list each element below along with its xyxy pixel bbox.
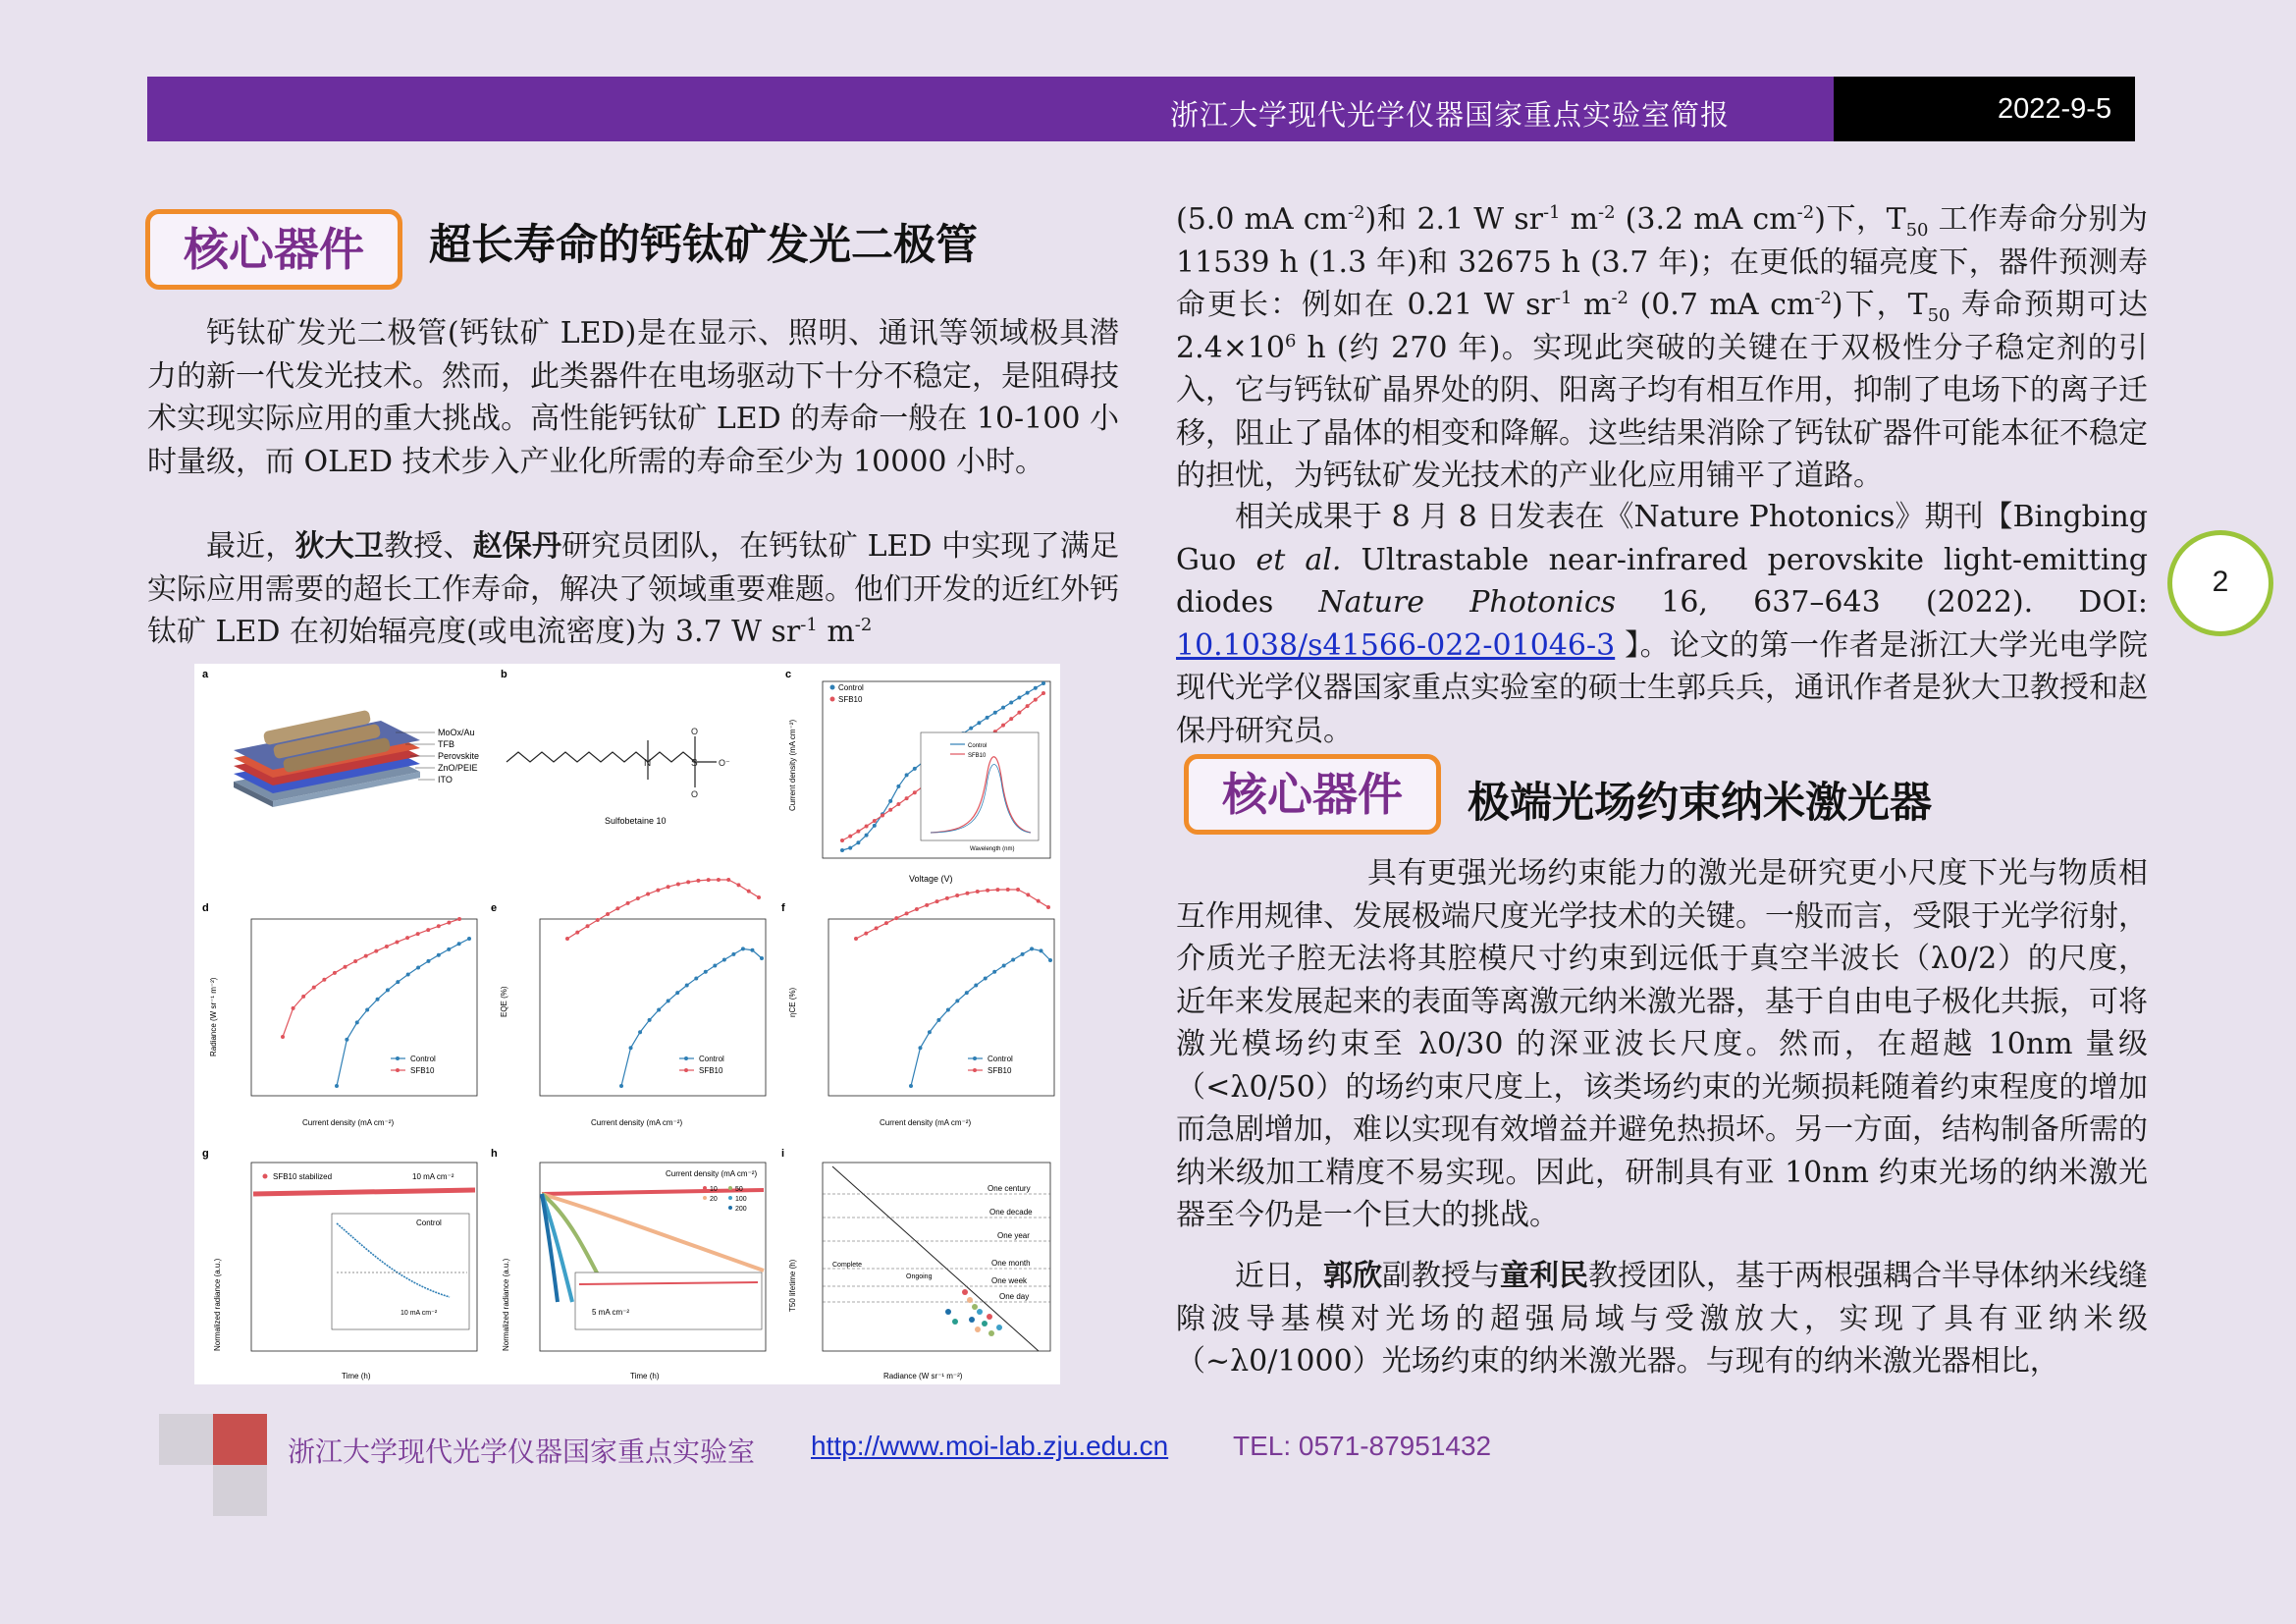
data-point: [726, 878, 730, 882]
data-point: [1006, 888, 1010, 892]
data-point: [905, 773, 909, 777]
data-point: [741, 947, 745, 950]
data-point: [1030, 947, 1034, 950]
data-point: [757, 895, 761, 899]
data-point: [376, 998, 380, 1001]
data-point: [996, 1325, 1002, 1330]
data-point: [1002, 964, 1006, 968]
newsletter-title: 浙江大学现代光学仪器国家重点实验室简报: [1170, 98, 1731, 132]
reference-line-label: One day: [999, 1292, 1030, 1301]
data-point: [437, 924, 441, 928]
researcher-name: 赵保丹: [472, 529, 562, 564]
researcher-name: 童利民: [1500, 1259, 1588, 1293]
panel-e-plot: [500, 878, 766, 1127]
data-point: [992, 970, 996, 974]
data-point: [626, 901, 630, 905]
data-point: [344, 965, 347, 969]
data-point: [447, 921, 451, 925]
axis-label: Current density (mA cm⁻²): [788, 719, 797, 811]
data-point: [984, 976, 988, 980]
condition-label: 10 mA cm⁻²: [412, 1172, 454, 1181]
data-point: [888, 799, 892, 803]
svg-text:O: O: [691, 789, 699, 799]
data-point: [1037, 899, 1041, 903]
data-point: [955, 893, 959, 897]
data-point: [1017, 696, 1021, 700]
data-point: [955, 999, 959, 1002]
axis-label: Normalized radiance (a.u.): [213, 1258, 222, 1351]
legend-title: Current density (mA cm⁻²): [666, 1169, 758, 1178]
data-point: [884, 921, 888, 925]
data-point: [986, 716, 989, 720]
data-point: [364, 954, 368, 958]
data-point: [355, 1020, 359, 1024]
footer-telephone: TEL: 0571-87951432: [1233, 1431, 1492, 1461]
data-point: [888, 808, 892, 812]
series-line: [567, 880, 759, 939]
data-point: [575, 931, 579, 935]
data-point: [322, 978, 326, 982]
data-point: [896, 802, 900, 806]
panel-label: c: [785, 669, 792, 680]
data-point: [638, 1030, 642, 1034]
data-point: [848, 846, 852, 850]
data-point: [750, 948, 754, 952]
data-point: [736, 883, 740, 887]
data-point: [946, 1008, 950, 1012]
layer-label: Perovskite: [438, 751, 480, 761]
legend-entry: Control: [699, 1055, 724, 1063]
panel-c-plot: [788, 681, 1050, 884]
data-point: [1001, 724, 1005, 728]
legend-entry: SFB10: [968, 753, 987, 759]
axis-label: Radiance (W sr⁻¹ m⁻²): [883, 1372, 963, 1380]
footer-lab-name: 浙江大学现代光学仪器国家重点实验室: [288, 1435, 756, 1468]
data-point: [875, 926, 879, 930]
panel-d-plot: [209, 917, 477, 1127]
data-point: [301, 995, 305, 999]
footer-square-red: [213, 1414, 267, 1465]
panel-label: g: [202, 1148, 209, 1160]
axis-label: Current density (mA cm⁻²): [302, 1118, 395, 1127]
data-point: [962, 1289, 968, 1295]
footer-square-grey: [213, 1465, 267, 1516]
data-point: [365, 1007, 369, 1011]
researcher-name: 狄大卫: [294, 529, 385, 564]
footer-square-grey: [159, 1414, 213, 1465]
layer-label: ITO: [438, 775, 453, 785]
legend-entry: Control: [410, 1055, 436, 1063]
axis-label: Current density (mA cm⁻²): [880, 1118, 972, 1127]
reference-line-label: One month: [991, 1259, 1031, 1268]
data-point: [405, 936, 409, 940]
figure-svg: [194, 664, 1060, 1384]
layer-label: ZnO/PEIE: [438, 763, 478, 773]
data-point: [965, 892, 969, 895]
inset-axis-label: Wavelength (nm): [970, 846, 1015, 852]
data-point: [905, 796, 909, 800]
layer-label: MoOx/Au: [438, 728, 475, 737]
data-point: [945, 896, 949, 900]
data-point: [913, 790, 917, 794]
data-point: [894, 916, 898, 920]
data-point: [406, 972, 410, 976]
panel-g-plot: [213, 1163, 477, 1380]
section1-title: 超长寿命的钙钛矿发光二极管: [429, 221, 978, 270]
data-point: [704, 970, 708, 974]
data-point: [1001, 706, 1005, 710]
data-point: [648, 1018, 652, 1022]
data-point: [747, 890, 751, 893]
section-tag-core-devices: 核心器件: [145, 209, 402, 290]
data-point: [1046, 905, 1050, 909]
axis-label: Voltage (V): [909, 874, 953, 884]
axis-label: T50 lifetime (h): [788, 1259, 797, 1312]
panel-label: f: [781, 902, 785, 914]
data-point: [935, 899, 939, 903]
panel-label: e: [491, 902, 498, 914]
layer-label: TFB: [438, 739, 454, 749]
data-point: [856, 830, 860, 834]
reference-line-label: One year: [997, 1231, 1030, 1240]
data-point: [928, 1030, 932, 1034]
series-line: [911, 948, 1050, 1086]
data-point: [426, 928, 430, 932]
legend-title: Complete: [832, 1262, 862, 1269]
doi-link[interactable]: 10.1038/s41566-022-01046-3: [1176, 627, 1616, 663]
data-point: [1026, 704, 1030, 708]
data-point: [1041, 681, 1045, 685]
data-point: [386, 988, 390, 992]
data-point: [974, 984, 978, 988]
svg-text:100: 100: [735, 1196, 747, 1203]
panel-f-plot: [788, 888, 1054, 1127]
data-point: [619, 1084, 623, 1088]
data-point: [416, 932, 420, 936]
data-point: [696, 879, 700, 883]
data-point: [918, 1046, 922, 1050]
data-point: [396, 980, 400, 984]
data-point: [856, 840, 860, 844]
data-point: [731, 952, 735, 956]
data-point: [675, 991, 679, 995]
data-point: [1026, 893, 1030, 896]
legend-entry: Control: [988, 1055, 1013, 1063]
svg-text:20: 20: [710, 1196, 718, 1203]
data-point: [629, 1046, 633, 1050]
data-point: [385, 945, 389, 948]
legend-entry: Control: [968, 743, 988, 749]
legend-entry: Control: [838, 683, 864, 692]
data-point: [909, 1084, 913, 1088]
data-point: [416, 965, 420, 969]
data-point: [467, 937, 471, 941]
data-point: [426, 959, 430, 963]
axis-label: EQE (%): [500, 986, 508, 1017]
data-point: [335, 1084, 339, 1088]
data-point: [333, 971, 337, 975]
data-point: [312, 986, 316, 990]
panel-label: a: [202, 669, 209, 680]
data-point: [596, 918, 600, 922]
data-point: [982, 1321, 988, 1326]
data-point: [988, 1330, 994, 1336]
data-point: [586, 924, 590, 928]
svg-text:O: O: [691, 727, 699, 736]
svg-text:10: 10: [710, 1186, 718, 1193]
data-point: [565, 937, 569, 941]
panel-label: d: [202, 902, 209, 914]
data-point: [936, 1018, 940, 1022]
molecule-structure: [507, 736, 717, 787]
data-point: [606, 912, 610, 916]
data-point: [840, 848, 844, 852]
data-point: [965, 991, 969, 995]
panel-h-plot: [502, 1163, 766, 1380]
svg-text:50: 50: [735, 1186, 743, 1193]
data-point: [986, 889, 989, 893]
series-line: [621, 948, 762, 1086]
legend-entry: SFB10: [410, 1066, 435, 1075]
legend-entry: SFB10: [699, 1066, 723, 1075]
svg-text:N: N: [644, 758, 652, 769]
data-point: [1009, 717, 1013, 721]
axis-label: Current density (mA cm⁻²): [591, 1118, 683, 1127]
legend-entry: SFB10: [838, 695, 863, 704]
page-number: 2: [2167, 530, 2273, 636]
data-point: [1048, 958, 1052, 962]
data-point: [437, 953, 441, 957]
svg-text:O⁻: O⁻: [719, 758, 730, 768]
section-tag-core-devices: 核心器件: [1184, 754, 1441, 835]
data-point: [1034, 698, 1038, 702]
data-point: [865, 824, 869, 828]
section1-paragraph-2: 最近，狄大卫教授、赵保丹研究员团队，在钙钛矿 LED 中实现了满足实际应用需要的超长工作寿命，解决了领域重要难题。他们开发的近红外钙钛矿 LED 在初始辐亮度(或电流密度)为 3.7 W $sr^{-1}$ $m^{-2}$: [147, 529, 1120, 649]
data-point: [292, 1006, 295, 1010]
series-line: [283, 919, 459, 1037]
data-point: [1011, 958, 1015, 962]
legend-entry: SFB10: [988, 1066, 1012, 1075]
section1-citation-paragraph: 相关成果于 8 月 8 日发表在《Nature Photonics》期刊【Bingbing Guo et al. Ultrastable near-infrared perovskite light-emitting diodes Nature Photonics 16, 637–643 (2022). DOI: 10.1038/s41566-022-01046-3 】。论文的第一作者是浙江大学光电学院现代光学仪器国家重点实验室的硕士生郭兵兵，通讯作者是狄大卫教授和赵保丹研究员。: [1176, 500, 2148, 748]
axis-label: ηCE (%): [788, 987, 797, 1017]
data-point: [1040, 948, 1043, 952]
data-point: [281, 1035, 285, 1039]
data-point: [636, 896, 640, 900]
data-point: [945, 1309, 951, 1315]
data-point: [995, 888, 999, 892]
data-point: [1026, 691, 1030, 695]
data-point: [976, 890, 980, 893]
legend-entry: SFB10 stabilized: [273, 1172, 333, 1181]
data-point: [667, 885, 670, 889]
reference-line-label: One century: [988, 1184, 1031, 1193]
data-point: [707, 878, 711, 882]
data-point: [952, 1319, 958, 1325]
axis-label: Radiance (W sr⁻¹ m⁻²): [209, 977, 218, 1056]
data-point: [447, 947, 451, 951]
data-point: [395, 940, 399, 944]
panel-label: h: [491, 1148, 498, 1160]
legend-title: Ongoing: [906, 1273, 933, 1280]
data-point: [977, 1309, 983, 1315]
data-point: [667, 999, 670, 1002]
data-point: [1021, 952, 1025, 956]
data-point: [1034, 686, 1038, 690]
issue-date: 2022-9-5: [1998, 93, 2112, 125]
data-point: [345, 1038, 348, 1042]
data-point: [656, 889, 660, 893]
axis-label: Time (h): [630, 1372, 660, 1380]
data-point: [694, 976, 698, 980]
data-point: [685, 984, 689, 988]
panel-label: i: [781, 1148, 785, 1160]
data-point: [686, 880, 690, 884]
data-point: [848, 835, 852, 839]
data-point: [977, 721, 981, 725]
reference-line-label: One decade: [989, 1208, 1033, 1217]
svg-text:S: S: [691, 758, 698, 769]
data-point: [717, 878, 721, 882]
section2-paragraph-2: 近日，郭欣副教授与童利民教授团队，基于两根强耦合半导体纳米线缝隙波导基模对光场的超强局域与受激放大，实现了具有亚纳米级（~λ0/1000）光场约束的纳米激光器。与现有的纳米激光器相比，: [1176, 1259, 2148, 1379]
data-point: [967, 1297, 973, 1303]
data-point: [457, 942, 461, 946]
data-point: [1017, 711, 1021, 715]
data-point: [881, 813, 884, 817]
data-point: [873, 824, 877, 828]
data-point: [873, 819, 877, 823]
inset-label: Control: [416, 1218, 442, 1227]
data-point: [864, 932, 868, 936]
section2-title: 极端光场约束纳米激光器: [1468, 779, 1932, 828]
data-point: [905, 911, 909, 915]
research-figure: [194, 664, 1060, 1384]
svg-text:200: 200: [735, 1206, 747, 1213]
data-point: [457, 917, 461, 921]
researcher-name: 郭欣: [1323, 1259, 1382, 1293]
data-point: [1009, 701, 1013, 705]
section1-paragraph-1: 钙钛矿发光二极管(钙钛矿 LED)是在显示、照明、通讯等领域极具潜力的新一代发光技术。然而，此类器件在电场驱动下十分不稳定，是阻碍技术实现实际应用的重大挑战。高性能钙钛矿 LED 的寿命一般在 10-100 小时量级，而 OLED 技术步入产业化所需的寿命至少为 10000 小时。: [147, 316, 1119, 479]
panel-label: b: [501, 669, 507, 680]
data-point: [646, 893, 650, 896]
inset-condition: 5 mA cm⁻²: [592, 1308, 630, 1317]
data-point: [760, 956, 764, 960]
data-point: [615, 906, 619, 910]
panel-i-plot: [788, 1163, 1050, 1380]
molecule-caption: Sulfobetaine 10: [605, 816, 667, 826]
axis-label: Time (h): [342, 1372, 371, 1380]
data-point: [896, 785, 900, 788]
axis-label: Normalized radiance (a.u.): [502, 1258, 510, 1351]
section1-paragraph-continued: (5.0 mA $cm^{-2}$)和 2.1 W $sr^{-1}$ $m^{-2}$ (3.2 mA $cm^{-2}$)下，$T_{50}$ 工作寿命分别为 11539 h (1.3 年)和 32675 h (3.7 年)；在更低的辐亮度下，器件预测寿命更长：例如在 0.21 W $sr^{-1}$ $m^{-2}$ (0.7 mA $cm^{-2}$)下，$T_{50}$ 寿命预期可达 $2.4\times 10^6$ h (约 270 年)。实现此突破的关键在于双极性分子稳定剂的引入，它与钙钛矿晶界处的阴、阳离子均有相互作用，抑制了电场下的离子迁移，阻止了晶体的相变和降解。这些结果消除了钙钛矿器件可能本征不稳定的担忧，为钙钛矿发光技术的产业化应用铺平了道路。: [1176, 202, 2149, 493]
data-point: [972, 1304, 978, 1310]
data-point: [713, 964, 717, 968]
data-point: [374, 949, 378, 953]
data-point: [854, 937, 858, 941]
data-point: [353, 959, 357, 963]
data-point: [969, 727, 973, 731]
data-point: [987, 1314, 992, 1320]
device-stack-illustration: [234, 710, 479, 807]
data-point: [865, 834, 869, 838]
reference-line-label: One week: [991, 1276, 1028, 1285]
data-point: [840, 839, 844, 842]
data-point: [915, 907, 919, 911]
data-point: [722, 958, 726, 962]
data-point: [657, 1008, 661, 1012]
data-point: [993, 711, 997, 715]
data-point: [969, 1317, 975, 1323]
inset-condition: 10 mA cm⁻²: [400, 1310, 438, 1317]
section2-paragraph-1: 具有更强光场约束能力的激光是研究更小尺度下光与物质相互作用规律、发展极端尺度光学技术的关键。一般而言，受限于光学衍射，介质光子腔无法将其腔模尺寸约束到远低于真空半波长（λ0/2）的尺度，近年来发展起来的表面等离激元纳米激光器，基于自由电子极化共振，可将激光模场约束至 λ0/30 的深亚波长尺度。然而，在超越 10nm 量级（<λ0/50）的场约束尺度上，该类场约束的光频损耗随着约束程度的增加而急剧增加，难以实现有效增益并避免热损坏。另一方面，结构制备所需的纳米级加工精度不易实现。因此，研制具有亚 10nm 约束光场的纳米激光器至今仍是一个巨大的挑战。: [1176, 856, 2148, 1232]
data-point: [1016, 888, 1020, 892]
data-point: [975, 1326, 981, 1332]
data-point: [925, 903, 929, 907]
data-point: [676, 882, 680, 886]
data-point: [913, 767, 917, 771]
footer-website-link[interactable]: http://www.moi-lab.zju.edu.cn: [811, 1431, 1169, 1461]
data-point: [1041, 691, 1045, 695]
series-line: [856, 890, 1048, 939]
